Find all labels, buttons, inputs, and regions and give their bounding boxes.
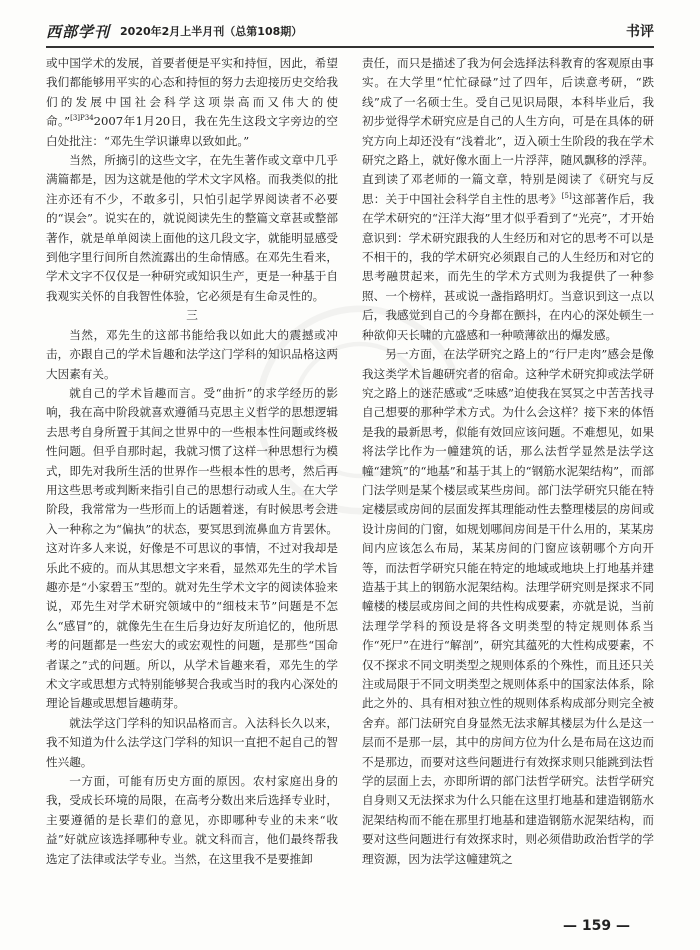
paragraph: 当然，邓先生的这部书能给我以如此大的震撼或冲击，亦跟自己的学术旨趣和法学这门学科的知识品格这两大因素有关。 — [46, 327, 338, 381]
paragraph — [46, 54, 338, 151]
paragraph: 就自己的学术旨趣而言。受“曲折”的求学经历的影响，我在高中阶段就喜欢遵循马克思主义哲学的思想逻辑去思考自身所置于其间之世界中的一些根本性问题或终极性问题。但乎自那时起，我就习惯了这样一种思想行为模式，即先对我所生活的世界作一些根本性的思考，然后再用这些思考或判断来指引自己的思想行动或人生。在大学阶段，我常常为一些形而上的话题着迷，有时候思考会进入一种称之为“偏执”的状态，要冥思到流鼻血方肯罢休。这对许多人来说，好像是不可思议的事情，不过对我却是乐此不疲的。而从其思想文字来看，显然邓先生的学术旨趣亦是“小家碧玉”型的。就对先生学术文字的阅读体验来说，邓先生对学术研究领域中的“细枝末节”问题是不怎么“感冒”的，就像先生在生后身边好友所追忆的，他所思考的问题都是一些宏大的或宏观性的问题，是那些“国命者谋之”式的问题。所以，从学术旨趣来看，邓先生的学术文字或思想方式特别能够契合我或当时的我内心深处的理论旨趣或思想旨趣萌芽。 — [46, 385, 338, 711]
paragraph: 当然，所摘引的这些文字，在先生著作或文章中几乎满篇都是，因为这就是他的学术文字风格。而我类似的批注亦还有不少，不敢多引，只怕引起学界阅读者不必要的“误会”。说实在的，就说阅读先生的整篇文章甚或整部著作，就是单单阅读上面他的这几段文字，就能明显感受到他字里行间所自然流露出的生命情感。在邓先生看来，学术文字不仅仅是一种研究或知识生产，更是一种基于自我观实关怀的自我智性体验，它必须是有生命灵性的。 — [46, 153, 338, 303]
page-number: — 159 — — [563, 918, 630, 934]
section-number: 三 — [186, 308, 198, 323]
header-left — [46, 21, 302, 42]
paragraph: 另一方面，在法学研究之路上的“行尸走肉”感会是像我这类学术旨趣研究者的宿命。这种学术研究抑或法学研究之路上的迷茫感或“乏味感”迫使我在冥冥之中苦苦找寻自己想要的那种学术方式。为什么会这样？接下来的体悟是我的最新思考，似能有效回应该问题。不难想见，如果将法学比作为一幢建筑的话，那么法哲学显然是法学这幢“建筑”的“地基”和基于其上的“钢筋水泥架结构”，而部门法学则是某个楼层或某些房间。部门法学研究只能在特定楼层或房间的层面发挥其理能动性去整理楼层的房间或设计房间的门窗，如规划哪间房间是干什么用的，某某房间内应该怎么布局，某某房间的门窗应该朝哪个方向开等，而法哲学研究只能在特定的地域或地块上打地基并建造基于其上的钢筋水泥架结构。法理学研究则是探求不同幢楼的楼层或房间之间的共性构成要素，亦就是说，当前法理学学科的预设是将各文明类型的特定规则体系当作“死尸”在进行“解剖”，研究其蕴死的大性构成要素，不仅不探求不同文明类型之规则体系的个殊性，而且还只关注或局限于不同文明类型之规则体系中的国家法体系，除此之外的、具有相对独立性的规则体系构成部分则完全被舍弃。部门法研究自身显然无法求解其楼层为什么是这一层而不是那一层，其中的房间方位为什么是布局在这边而不是那边，而要对这些问题进行有效探求则只能跳到法哲学的层面上去，亦即所谓的部门法哲学研究。法哲学研究自身则又无法探求为什么只能在这里打地基和建造钢筋水泥架结构而不能在那里打地基和建造钢筋水泥架结构，而要对这些问题进行有效探求时，则必须借助政治哲学的学理资源，因为法学这幢建筑之 — [362, 347, 654, 866]
footnote-ref: [3]P34 — [70, 114, 94, 123]
page-header — [46, 16, 654, 48]
left-column — [46, 54, 338, 869]
paragraph — [362, 54, 654, 345]
footnote-ref: [5] — [561, 191, 572, 200]
right-column — [362, 54, 654, 869]
paragraph-text: 或中国学术的发展，首要者便是平实和持恒，因此，希望我们都能够用平实的心态和持恒的努力去迎接历史交给我们的发展中国社会科学这项崇高而又伟大的使命。” — [46, 56, 338, 129]
paragraph-text: 2007年1月20日，我在先生这段文字旁边的空白处批注：“邓先生学识谦卑以致如此。” — [46, 114, 338, 148]
paragraph-text: 这部著作后，我在学术研究的“汪洋大海”里才似乎看到了“光亮”，才开始意识到：学术研究跟我的人生经历和对它的思考不可以是不相干的，我的学术研究必须跟自己的人生经历和对它的思考融贯起来，而先生的学术方式则为我提供了一种参照、一个榜样，甚或说一盏指路明灯。当意识到这一点以后，我感觉到自己的今身都在颤抖，在内心的深处顿生一种欲仰天长啸的亢盛感和一种喷薄欲出的爆发感。 — [362, 191, 654, 342]
paragraph: 就法学这门学科的知识品格而言。入法科长久以来，我不知道为什么法学这门学科的知识一直把不起自己的智性兴趣。 — [46, 715, 338, 769]
issue-info: 2020年2月上半月刊（总第108期） — [120, 25, 303, 38]
paragraph-text: 责任，而只是描述了我为何会选择法科教育的客观原由事实。在大学里“忙忙碌碌”过了四年，后读意考研，“跌线”成了一名硕士生。受自己见识局限，本科毕业后，我初步觉得学术研究应是自己的人生方向，可是在具体的研究方向上却还没有“浅着北”，迈入硕士生阶段的我在学术研究之路上，就好像水面上一片浮萍，随风飘移的浮萍。直到读了邓老师的一篇文章，特别是阅读了《研究与反思：关于中国社会科学自主性的思考》 — [362, 56, 654, 206]
paragraph: 一方面，可能有历史方面的原因。农村家庭出身的我，受成长环境的局限，在高考分数出来后选择专业时，主要遵循的是长辈们的意见，亦即哪种专业的未来“收益”好就应该选择哪种专业。就文科而言，他们最终帮我选定了法律或法学专业。当然，在这里我不是要推卸 — [46, 774, 338, 866]
column-name: 书评 — [626, 24, 654, 40]
journal-name: 西部学刊 — [46, 22, 111, 41]
